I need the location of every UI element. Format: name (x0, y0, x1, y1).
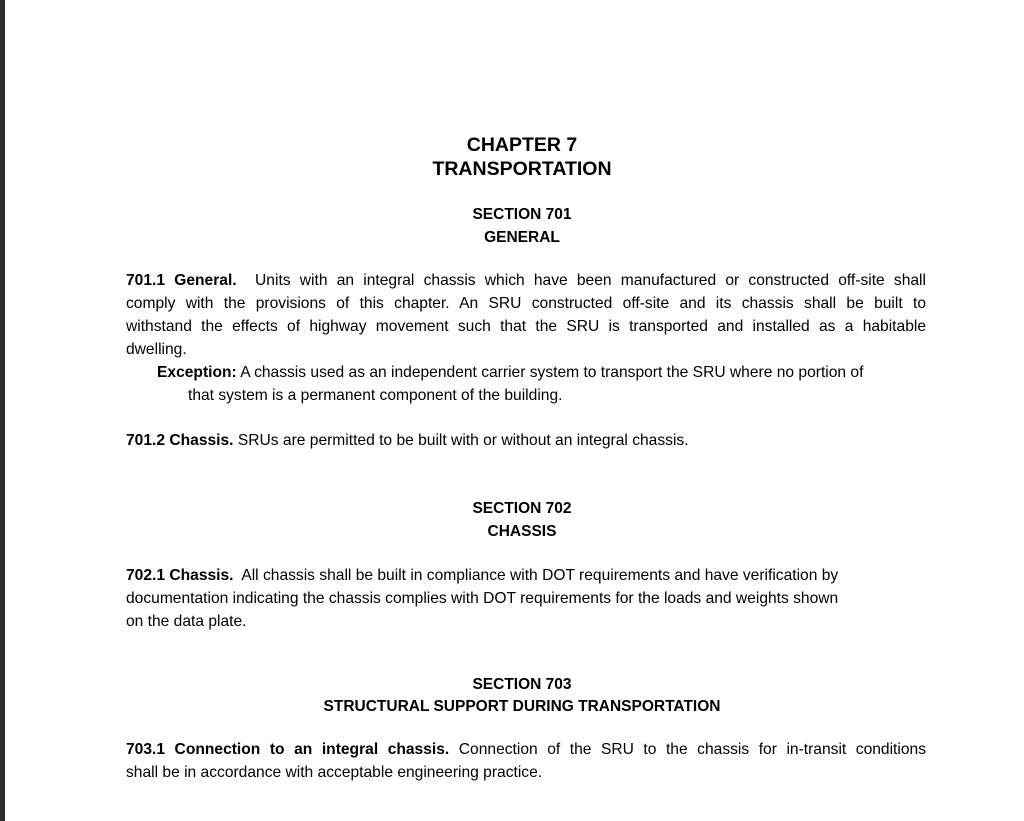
paragraph-702-1-line-1 (126, 564, 926, 587)
paragraph-702-1-text-1: All chassis shall be built in compliance with DOT requirements and have verification by (241, 567, 839, 584)
paragraph-701-1-line-4: dwelling. (126, 341, 187, 358)
paragraph-701-2-label: 701.2 Chassis. (126, 432, 234, 449)
chapter-title: TRANSPORTATION (432, 158, 612, 180)
paragraph-703-1-line-2: shall be in accordance with acceptable engineering practice. (126, 764, 543, 781)
paragraph-702-1-line-3: on the data plate. (126, 613, 247, 630)
section-702-title: CHASSIS (487, 523, 557, 540)
section-701-title: GENERAL (484, 229, 560, 246)
exception-701 (157, 361, 925, 407)
paragraph-701-2-text: SRUs are permitted to be built with or without an integral chassis. (237, 432, 689, 449)
paragraph-701-1 (126, 269, 926, 361)
paragraph-701-2 (126, 429, 926, 452)
paragraph-703-1 (126, 738, 926, 784)
paragraph-701-1-line-1 (126, 269, 926, 292)
section-703-number: SECTION 703 (472, 676, 572, 693)
paragraph-701-1-text-1: Units with an integral chassis which have been manufactured or constructed off-site shall (255, 272, 926, 289)
paragraph-703-1-text-1: Connection of the SRU to the chassis for in-transit conditions (458, 741, 926, 758)
exception-line-2: that system is a permanent component of the building. (188, 387, 563, 404)
paragraph-701-2-line-1 (126, 429, 926, 452)
paragraph-701-1-line-3: withstand the effects of highway movement such that the SRU is transported and installed as a habitable (126, 318, 926, 335)
paragraph-701-1-label: 701.1 General. (126, 272, 237, 289)
section-701-number: SECTION 701 (472, 206, 572, 223)
exception-line-1 (157, 361, 925, 384)
exception-text-1: A chassis used as an independent carrier system to transport the SRU where no portion of (240, 364, 864, 381)
section-702-number: SECTION 702 (472, 500, 572, 517)
paragraph-702-1 (126, 564, 926, 633)
exception-label: Exception: (157, 364, 237, 381)
paragraph-702-1-line-2: documentation indicating the chassis complies with DOT requirements for the loads and weights shown (126, 590, 839, 607)
section-703-title: STRUCTURAL SUPPORT DURING TRANSPORTATION (323, 698, 721, 715)
paragraph-703-1-label: 703.1 Connection to an integral chassis. (126, 741, 450, 758)
document-page (5, 0, 1024, 821)
chapter-number: CHAPTER 7 (466, 134, 578, 156)
paragraph-702-1-label: 702.1 Chassis. (126, 567, 234, 584)
paragraph-701-1-line-2: comply with the provisions of this chapter. An SRU constructed off-site and its chassis shall be built to (126, 295, 926, 312)
paragraph-703-1-line-1 (126, 738, 926, 761)
